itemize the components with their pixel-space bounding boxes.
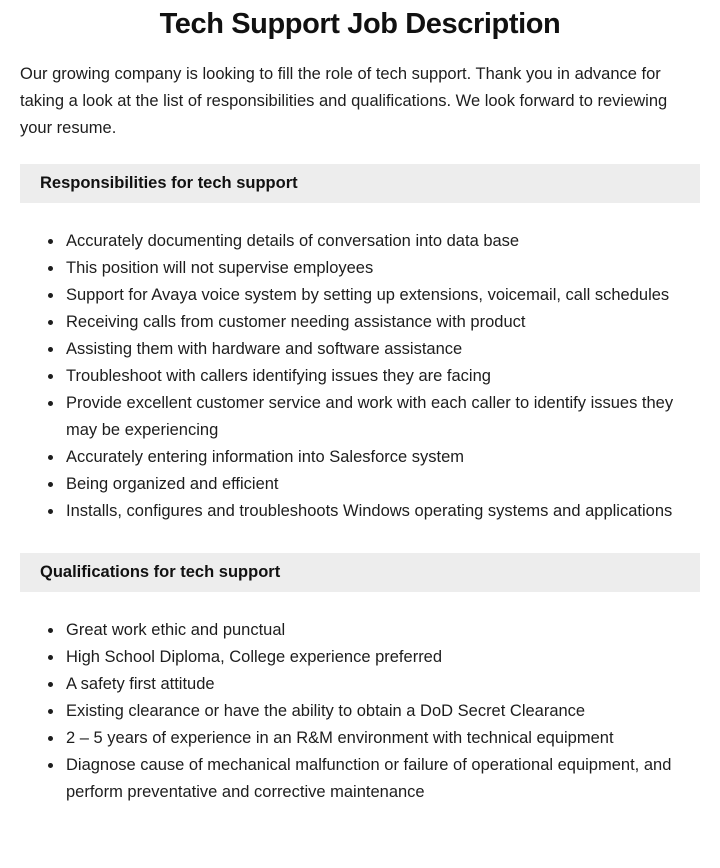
list-item: • Troubleshoot with callers identifying issues they are facing: [64, 363, 700, 390]
list-item: • High School Diploma, College experience preferred: [64, 644, 700, 671]
section-header-qualifications: [20, 553, 700, 592]
list-item: • Installs, configures and troubleshoots Windows operating systems and applications: [64, 498, 700, 525]
list-item: • Accurately entering information into Salesforce system: [64, 444, 700, 471]
list-item: • 2 – 5 years of experience in an R&M environment with technical equipment: [64, 725, 700, 752]
list-item: • Great work ethic and punctual: [64, 617, 700, 644]
qualifications-list: [20, 617, 700, 806]
list-item: • Provide excellent customer service and work with each caller to identify issues they may be experiencing: [64, 390, 700, 444]
list-item: • Support for Avaya voice system by setting up extensions, voicemail, call schedules: [64, 282, 700, 309]
list-item: • Existing clearance or have the ability to obtain a DoD Secret Clearance: [64, 698, 700, 725]
list-item: • Assisting them with hardware and software assistance: [64, 336, 700, 363]
list-item: • A safety first attitude: [64, 671, 700, 698]
list-item: • This position will not supervise employees: [64, 255, 700, 282]
list-item: • Being organized and efficient: [64, 471, 700, 498]
intro-paragraph: Our growing company is looking to fill the role of tech support. Thank you in advance for taking a look at the list of responsibilities and qualifications. We look forward to reviewing your resume.: [20, 65, 668, 137]
list-item: • Diagnose cause of mechanical malfunction or failure of operational equipment, and perform preventative and corrective maintenance: [64, 752, 700, 806]
list-item: • Receiving calls from customer needing assistance with product: [64, 309, 700, 336]
list-item: • Accurately documenting details of conversation into data base: [64, 228, 700, 255]
section-heading-text: Responsibilities for tech support: [40, 174, 298, 192]
section-heading-text: Qualifications for tech support: [40, 563, 281, 581]
page-title: Tech Support Job Description: [159, 8, 561, 40]
responsibilities-list: [20, 228, 700, 525]
section-header-responsibilities: [20, 164, 700, 203]
